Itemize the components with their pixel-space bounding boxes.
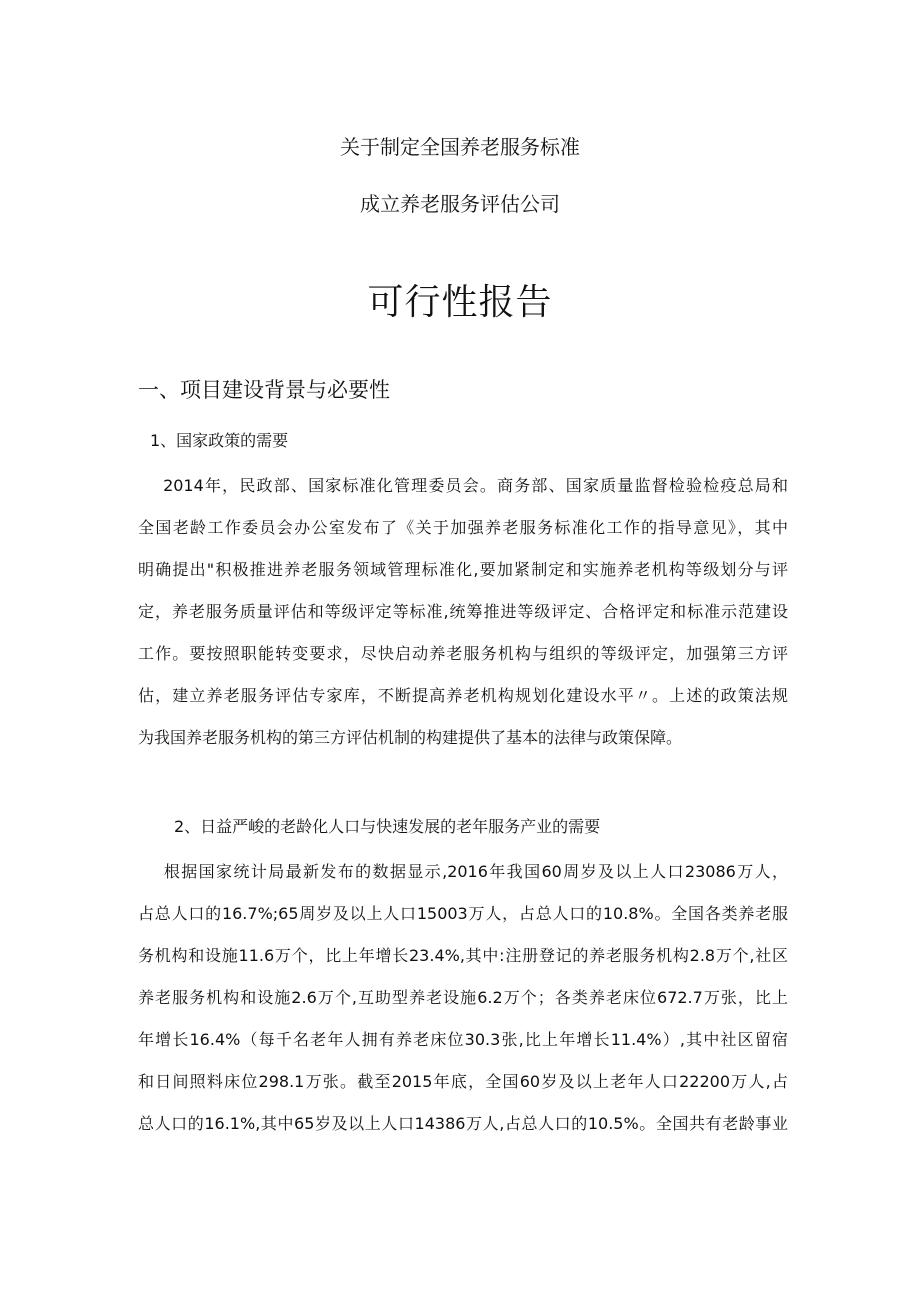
paragraph-line: 根据国家统计局最新发布的数据显示,2016年我国60周岁及以上人口23086万人， [138, 862, 788, 881]
paragraph-line: 和日间照料床位298.1万张。截至2015年底，全国60岁及以上老年人口22200万人,占 [138, 1072, 788, 1091]
paragraph-line: 务机构和设施11.6万个，比上年增长23.4%,其中:注册登记的养老服务机构2.8万个,社区 [138, 946, 788, 965]
title-line-2: 成立养老服务评估公司 [360, 192, 560, 216]
section-heading: 一、项目建设背景与必要性 [138, 378, 390, 402]
sub-heading-aging: 2、日益严峻的老龄化人口与快速发展的老年服务产业的需要 [174, 817, 601, 836]
paragraph-line: 养老服务机构和设施2.6万个,互助型养老设施6.2万个；各类养老床位672.7万张，比上 [138, 988, 788, 1007]
main-title: 可行性报告 [367, 282, 553, 323]
paragraph-policy [138, 465, 788, 759]
title-line-1: 关于制定全国养老服务标准 [340, 135, 580, 159]
paragraph-line: 2014年，民政部、国家标准化管理委员会。商务部、国家质量监督检验检疫总局和 [138, 476, 788, 495]
paragraph-line: 估，建立养老服务评估专家库，不断提高养老机构规划化建设水平〃。上述的政策法规 [138, 686, 788, 705]
paragraph-line: 明确提出"积极推进养老服务领域管理标准化,要加紧制定和实施养老机构等级划分与评 [138, 560, 788, 579]
paragraph-line: 占总人口的16.7%;65周岁及以上人口15003万人，占总人口的10.8%。全国各类养老服 [138, 904, 788, 923]
paragraph-line: 全国老龄工作委员会办公室发布了《关于加强养老服务标准化工作的指导意见》，其中 [138, 518, 788, 537]
paragraph-line: 年增长16.4%（每千名老年人拥有养老床位30.3张,比上年增长11.4%）,其中社区留宿 [138, 1030, 788, 1049]
paragraph-line: 定，养老服务质量评估和等级评定等标准,统筹推进等级评定、合格评定和标准示范建设 [138, 602, 788, 621]
paragraph-aging [138, 851, 788, 1145]
sub-heading-policy: 1、国家政策的需要 [150, 431, 289, 450]
paragraph-line: 为我国养老服务机构的第三方评估机制的构建提供了基本的法律与政策保障。 [138, 728, 683, 747]
paragraph-line: 工作。要按照职能转变要求，尽快启动养老服务机构与组织的等级评定，加强第三方评 [138, 644, 788, 663]
paragraph-line: 总人口的16.1%,其中65岁及以上人口14386万人,占总人口的10.5%。全国共有老龄事业 [138, 1114, 788, 1133]
